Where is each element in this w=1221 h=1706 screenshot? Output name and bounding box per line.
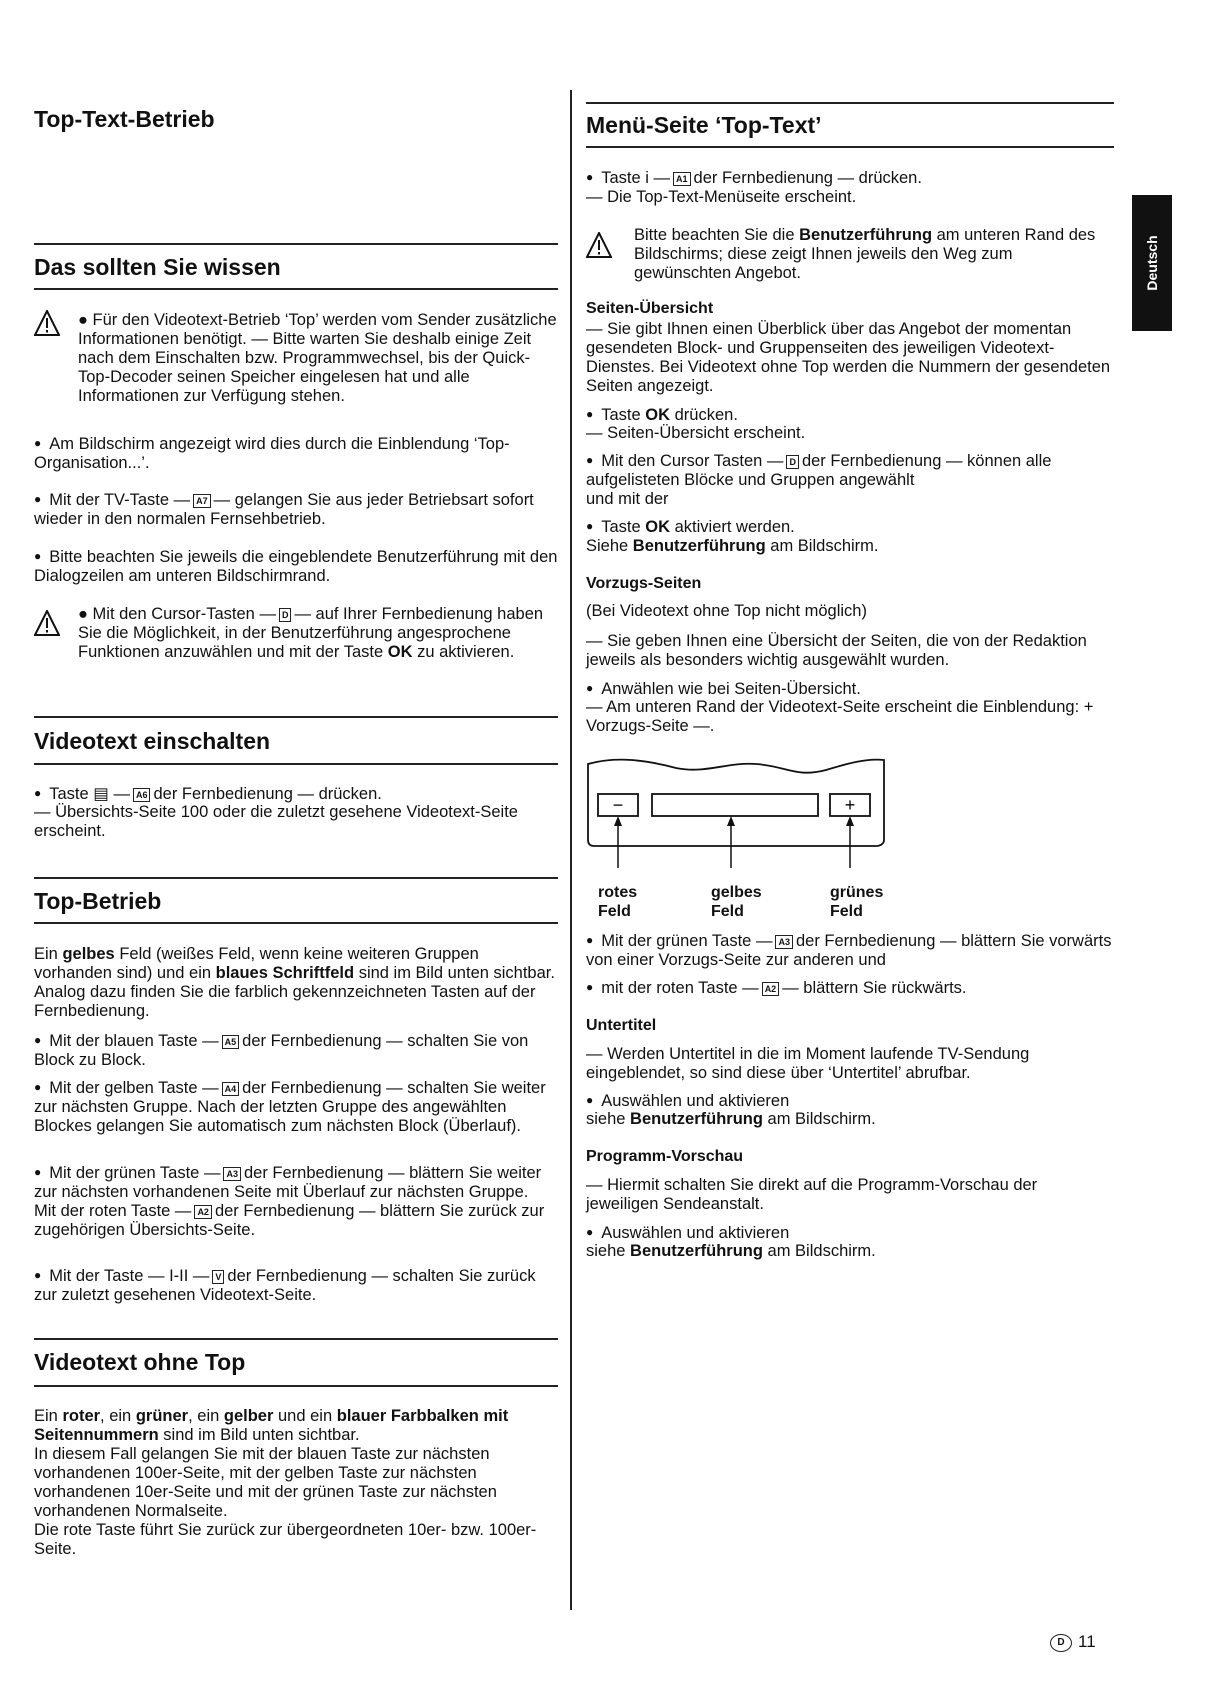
key-icon: D — [279, 608, 292, 622]
subheading: Programm-Vorschau — [586, 1148, 744, 1165]
paragraph: (Bei Videotext ohne Top nicht möglich) — [586, 602, 867, 620]
list-item: ● Taste OK aktiviert werden. — [586, 517, 1114, 537]
list-item: ● Taste ▤ — A6 der Fernbedienung — drücken. — [34, 784, 558, 804]
section-title-videotext-ohne-top: Videotext ohne Top — [34, 1349, 246, 1375]
subheading: Untertitel — [586, 1017, 657, 1034]
section-title-das-sollten: Das sollten Sie wissen — [34, 254, 281, 280]
divider — [34, 1338, 558, 1340]
paragraph: Bitte beachten Sie die Benutzerführung am unteren Rand des Bildschirms; diese zeigt Ihnen jeweils den Weg zum gewünschten Angebot. — [634, 226, 1096, 282]
page-title: Top-Text-Betrieb — [34, 106, 215, 132]
section-title-videotext-einschalten: Videotext einschalten — [34, 728, 271, 754]
key-icon: A1 — [673, 172, 691, 186]
divider — [34, 1385, 558, 1387]
paragraph: — Seiten-Übersicht erscheint. — [586, 424, 806, 442]
subheading: Vorzugs-Seiten — [586, 575, 702, 592]
list-item: ● Mit der grünen Taste — A3 der Fernbedienung — blättern Sie vorwärts von einer Vorzugs-Seite zur anderen und — [586, 931, 1114, 970]
paragraph: ● Mit den Cursor-Tasten — D — auf Ihrer Fernbedienung haben Sie die Möglichkeit, in der Benutzerführung angesprochene Funktionen anzuwählen und mit der Taste OK zu aktivieren. — [78, 605, 544, 661]
vorzugs-seite-figure — [586, 752, 886, 870]
paragraph: — Die Top-Text-Menüseite erscheint. — [586, 188, 857, 206]
warning-icon — [34, 610, 60, 636]
figure-label-green: grünes Feld — [830, 884, 884, 920]
key-icon: D — [786, 455, 799, 469]
figure-label-yellow: gelbes Feld — [711, 884, 762, 920]
divider — [586, 102, 1114, 104]
paragraph: — Werden Untertitel in die im Moment laufende TV-Sendung eingeblendet, so sind diese über ‘Untertitel’ abrufbar. — [586, 1045, 1030, 1082]
page-number: D 11 — [1050, 1632, 1096, 1652]
key-icon: A3 — [223, 1167, 241, 1181]
divider — [34, 763, 558, 765]
paragraph: Siehe Benutzerführung am Bildschirm. — [586, 537, 879, 555]
list-item: ● Mit der TV-Taste — A7 — gelangen Sie aus jeder Betriebsart sofort wieder in den normalen Fernsehbetrieb. — [34, 490, 558, 529]
paragraph: Ein gelbes Feld (weißes Feld, wenn keine weiteren Gruppen vorhanden sind) und ein blaues Schriftfeld sind im Bild unten sichtbar. Analog dazu finden Sie die farblich gekennzeichneten Tasten auf der Fernbedienung. — [34, 945, 555, 1020]
list-item: ● mit der roten Taste — A2 — blättern Sie rückwärts. — [586, 978, 1114, 998]
divider — [34, 716, 558, 718]
yellow-field — [652, 794, 818, 816]
list-item: ● Mit der grünen Taste — A3 der Fernbedienung — blättern Sie weiter zur nächsten vorhandenen Seite mit Überlauf zur nächsten Gruppe. Mit der roten Taste — A2 der Fernbedienung — blättern Sie zurück zur zugehörigen Übersichts-Seite. — [34, 1163, 558, 1240]
key-icon: A2 — [762, 982, 780, 996]
list-item: ● Taste OK drücken. — [586, 405, 1114, 425]
warning-icon — [586, 232, 612, 258]
list-item: ● Auswählen und aktivieren — [586, 1223, 1114, 1243]
key-icon: A6 — [133, 788, 151, 802]
list-item: ● Auswählen und aktivieren — [586, 1091, 1114, 1111]
paragraph: siehe Benutzerführung am Bildschirm. — [586, 1242, 876, 1260]
paragraph: — Sie geben Ihnen eine Übersicht der Seiten, die von der Redaktion jeweils als besonders wichtig ausgewählt wurden. — [586, 632, 1087, 669]
divider — [34, 877, 558, 879]
list-item: ● Mit der blauen Taste — A5 der Fernbedienung — schalten Sie von Block zu Block. — [34, 1031, 558, 1070]
paragraph: Ein roter, ein grüner, ein gelber und ein blauer Farbbalken mit Seitennummern sind im Bild unten sichtbar. In diesem Fall gelangen Sie mit der blauen Taste zur nächsten vorhandenen 100er-Seite, mit der gelben Taste zur nächsten vorhandenen 10er-Seite und mit der grünen Taste zur nächsten vorhandenen Normalseite. Die rote Taste führt Sie zurück zur übergeordneten 10er- bzw. 100er-Seite. — [34, 1407, 537, 1558]
section-title-top-betrieb: Top-Betrieb — [34, 888, 162, 914]
paragraph: — Am unteren Rand der Videotext-Seite erscheint die Einblendung: + Vorzugs-Seite —. — [586, 698, 1094, 735]
divider — [34, 243, 558, 245]
key-icon: A7 — [193, 494, 211, 508]
key-icon: A5 — [222, 1035, 240, 1049]
paragraph: ● Für den Videotext-Betrieb ‘Top’ werden vom Sender zusätzliche Informationen benötigt. — Bitte warten Sie deshalb einige Zeit nach dem Einschalten bzw. Programmwechsel, bis der Quick-Top-Decoder seinen Speicher eingelesen hat und alle Informationen zur Verfügung stehen. — [78, 311, 557, 405]
list-item: ● Bitte beachten Sie jeweils die eingeblendete Benutzerführung mit den Dialogzeilen am unteren Bildschirmrand. — [34, 547, 558, 586]
paragraph: siehe Benutzerführung am Bildschirm. — [586, 1110, 876, 1128]
divider — [34, 922, 558, 924]
list-item: ● Anwählen wie bei Seiten-Übersicht. — [586, 679, 1114, 699]
figure-label-red: rotes Feld — [598, 884, 638, 920]
divider — [586, 146, 1114, 148]
warning-icon — [34, 310, 60, 336]
divider — [34, 288, 558, 290]
key-icon: V — [212, 1270, 224, 1284]
list-item: ● Mit den Cursor Tasten — D der Fernbedienung — können alle aufgelisteten Blöcke und Gruppen angewählt und mit der — [586, 451, 1114, 509]
plus-symbol: + — [844, 795, 856, 815]
list-item: ● Mit der Taste — I-II — V der Fernbedienung — schalten Sie zurück zur zuletzt gesehenen Videotext-Seite. — [34, 1266, 558, 1305]
minus-symbol: − — [612, 795, 624, 815]
subheading: Seiten-Übersicht — [586, 300, 714, 317]
section-title-menue-seite: Menü-Seite ‘Top-Text’ — [586, 112, 822, 138]
language-tab: Deutsch — [1132, 195, 1172, 331]
paragraph: — Sie gibt Ihnen einen Überblick über das Angebot der momentan gesendeten Block- und Gruppenseiten des jeweiligen Videotext-Dienstes. Bei Videotext ohne Top werden die Nummern der gesendeten Seiten angezeigt. — [586, 320, 1111, 395]
list-item: ● Mit der gelben Taste — A4 der Fernbedienung — schalten Sie weiter zur nächsten Gruppe. Nach der letzten Gruppe des angewählten Blockes gelangen Sie automatisch zum nächsten Block (Überlauf). — [34, 1078, 558, 1136]
list-item: ● Taste i — A1 der Fernbedienung — drücken. — [586, 168, 1114, 188]
paragraph: — Übersichts-Seite 100 oder die zuletzt gesehene Videotext-Seite erscheint. — [34, 803, 518, 840]
paragraph: — Hiermit schalten Sie direkt auf die Programm-Vorschau der jeweiligen Sendeanstalt. — [586, 1176, 1038, 1213]
key-icon: A2 — [194, 1205, 212, 1219]
column-divider — [570, 90, 572, 1610]
country-d-icon: D — [1050, 1634, 1072, 1652]
list-item: ● Am Bildschirm angezeigt wird dies durch die Einblendung ‘Top-Organisation...’. — [34, 434, 558, 473]
key-icon: A3 — [775, 935, 793, 949]
key-icon: A4 — [222, 1082, 240, 1096]
